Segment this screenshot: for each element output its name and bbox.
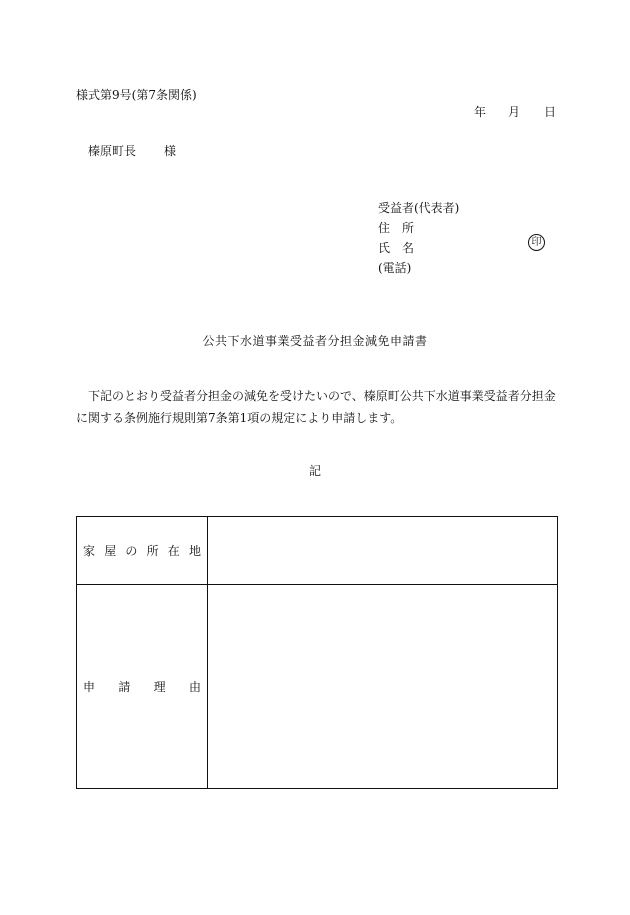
date-day-label: 日 [544,105,557,119]
location-value [208,517,558,585]
document-body: 下記のとおり受益者分担金の減免を受けたいので、榛原町公共下水道事業受益者分担金に関する条例施行規則第7条第1項の規定により申請します。 [76,389,556,425]
location-label: 家屋の所在地 [77,517,208,585]
applicant-address-label: 住 所 [378,221,415,235]
applicant-block [378,198,459,278]
table-row [77,517,558,585]
form-number: 様式第9号(第7条関係) [76,88,197,102]
applicant-name-label: 氏 名 [378,241,415,255]
date-month-label: 月 [508,105,521,119]
table-row [77,585,558,789]
document-title: 公共下水道事業受益者分担金減免申請書 [202,334,428,348]
addressee-honorific: 様 [164,144,177,158]
reason-label: 申請理由 [77,585,208,789]
ki-heading: 記 [308,464,321,478]
applicant-title: 受益者(代表者) [378,201,460,215]
reason-value [208,585,558,789]
addressee [88,142,176,159]
addressee-name: 榛原町長 [88,144,137,158]
applicant-phone-label: (電話) [378,261,412,275]
records-table [76,516,558,789]
seal-mark: 印 [528,234,545,251]
date-year-label: 年 [474,105,487,119]
